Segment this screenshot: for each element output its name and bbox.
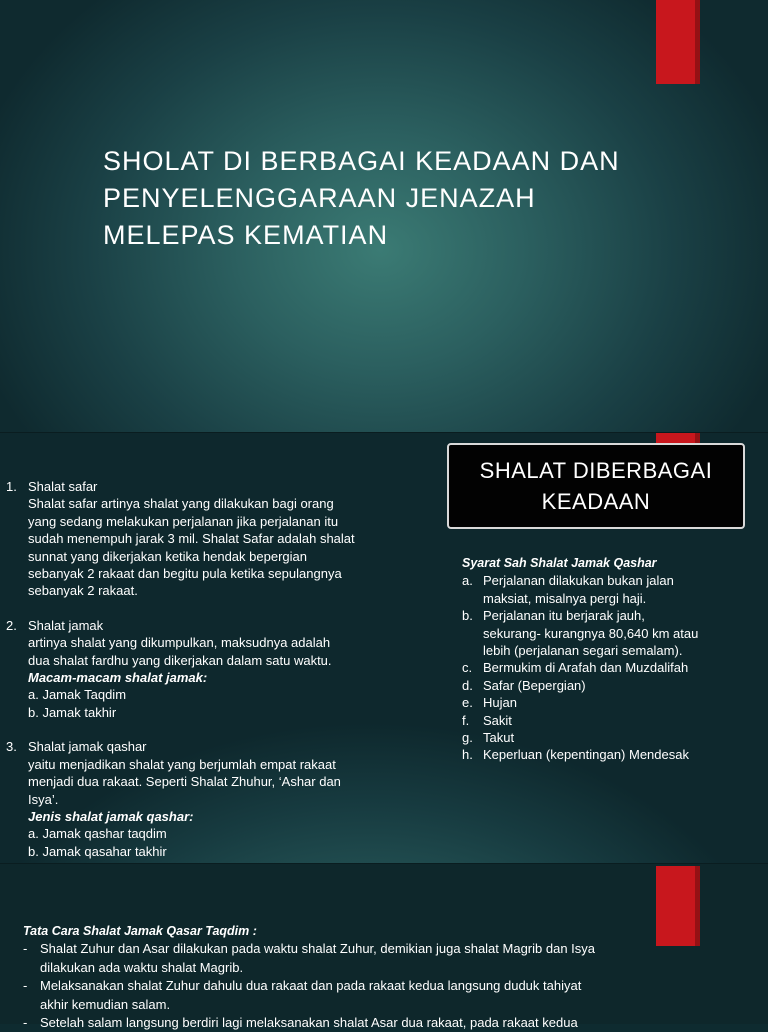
sub-item: b. Jamak takhir: [28, 704, 117, 720]
step-line: dilakukan ada waktu shalat Magrib.: [40, 959, 244, 975]
list-item: [23, 1014, 745, 1032]
item-line: Perjalanan itu berjarak jauh,: [483, 608, 645, 624]
item-line: sunnat yang dikerjakan ketika hendak bepergian: [28, 548, 307, 564]
title-line: SHOLAT DI BERBAGAI KEADAAN DAN: [103, 146, 620, 176]
item-line: sekurang- kurangnya 80,640 km atau: [483, 625, 699, 641]
list-item: [6, 738, 426, 860]
item-number: 1.: [6, 479, 17, 494]
item-title: Shalat jamak: [28, 617, 104, 633]
list-item: [462, 677, 762, 694]
title-slide: [0, 0, 768, 432]
procedure-list: [23, 922, 745, 1032]
item-line: Isya’.: [28, 791, 59, 807]
list-item: [6, 617, 426, 721]
list-item: [462, 572, 762, 607]
item-letter: d.: [462, 677, 473, 693]
list-item: [23, 977, 745, 1014]
list-item: [462, 746, 762, 763]
item-letter: f.: [462, 712, 470, 728]
item-line: yaitu menjadikan shalat yang berjumlah empat rakaat: [28, 756, 336, 772]
item-line: Bermukim di Arafah dan Muzdalifah: [483, 660, 689, 676]
step-line: Shalat Zuhur dan Asar dilakukan pada waktu shalat Zuhur, demikian juga shalat Magrib dan Isya: [40, 941, 596, 957]
list-item: [462, 729, 762, 746]
bullet-dash: -: [23, 978, 28, 994]
sub-item: b. Jamak qasahar takhir: [28, 843, 167, 859]
item-number: 3.: [6, 739, 17, 755]
list-item: [6, 478, 426, 600]
step-line: Setelah salam langsung berdiri lagi melaksanakan shalat Asar dua rakaat, pada rakaat kedua: [40, 1015, 578, 1031]
requirements-list: [462, 555, 762, 764]
title-line: MELEPAS KEMATIAN: [103, 220, 389, 250]
list-item: [462, 607, 762, 659]
item-line: sebanyak 2 rakaat.: [28, 583, 138, 599]
item-line: Takut: [483, 730, 515, 746]
item-letter: a.: [462, 573, 473, 589]
sub-item: a. Jamak qashar taqdim: [28, 826, 167, 842]
item-line: lebih (perjalanan segari semalam).: [483, 643, 683, 659]
step-line: akhir kemudian salam.: [40, 996, 171, 1012]
slide-title: [103, 143, 663, 254]
item-line: yang sedang melakukan perjalanan jika perjalanan itu: [28, 513, 339, 529]
list-item: [462, 712, 762, 729]
item-line: sebanyak 2 rakaat dan begitu pula ketika sepulangnya: [28, 566, 342, 582]
item-title: Shalat jamak qashar: [28, 739, 147, 755]
item-title: Shalat safar: [28, 479, 98, 494]
item-line: Shalat safar artinya shalat yang dilakukan bagi orang: [28, 496, 334, 512]
step-line: Melaksanakan shalat Zuhur dahulu dua rakaat dan pada rakaat kedua langsung duduk tahiyat: [40, 978, 582, 994]
item-line: sudah menempuh jarak 3 mil. Shalat Safar adalah shalat: [28, 531, 355, 547]
item-letter: b.: [462, 608, 473, 624]
sub-heading: Jenis shalat jamak qashar:: [28, 808, 194, 824]
item-line: Perjalanan dilakukan bukan jalan: [483, 573, 674, 589]
item-letter: e.: [462, 695, 473, 711]
list-item: [23, 940, 745, 977]
bullet-dash: -: [23, 1015, 28, 1031]
section-title-box: [447, 443, 745, 529]
item-line: artinya shalat yang dikumpulkan, maksudnya adalah: [28, 635, 331, 651]
title-line: PENYELENGGARAAN JENAZAH: [103, 183, 536, 213]
procedure-heading: Tata Cara Shalat Jamak Qasar Taqdim :: [23, 924, 257, 938]
requirements-heading: Syarat Sah Shalat Jamak Qashar: [462, 556, 657, 570]
item-line: menjadi dua rakaat. Seperti Shalat Zhuhur, ‘Ashar dan: [28, 774, 341, 790]
item-line: Safar (Bepergian): [483, 677, 586, 693]
item-letter: h.: [462, 747, 473, 763]
sub-heading: Macam-macam shalat jamak:: [28, 670, 208, 686]
item-letter: c.: [462, 660, 473, 676]
list-item: [462, 694, 762, 711]
item-line: Hujan: [483, 695, 517, 711]
item-line: dua shalat fardhu yang dikerjakan dalam satu waktu.: [28, 652, 332, 668]
list-item: [462, 659, 762, 676]
item-letter: g.: [462, 730, 473, 746]
item-number: 2.: [6, 617, 17, 633]
sub-item: a. Jamak Taqdim: [28, 687, 127, 703]
bullet-dash: -: [23, 941, 28, 957]
item-line: maksiat, misalnya pergi haji.: [483, 590, 647, 606]
item-line: Keperluan (kepentingan) Mendesak: [483, 747, 689, 763]
section-title: SHALAT DIBERBAGAI KEADAAN: [479, 458, 713, 514]
prayer-types-list: [6, 478, 426, 860]
red-accent-bar: [656, 0, 700, 84]
item-line: Sakit: [483, 712, 512, 728]
